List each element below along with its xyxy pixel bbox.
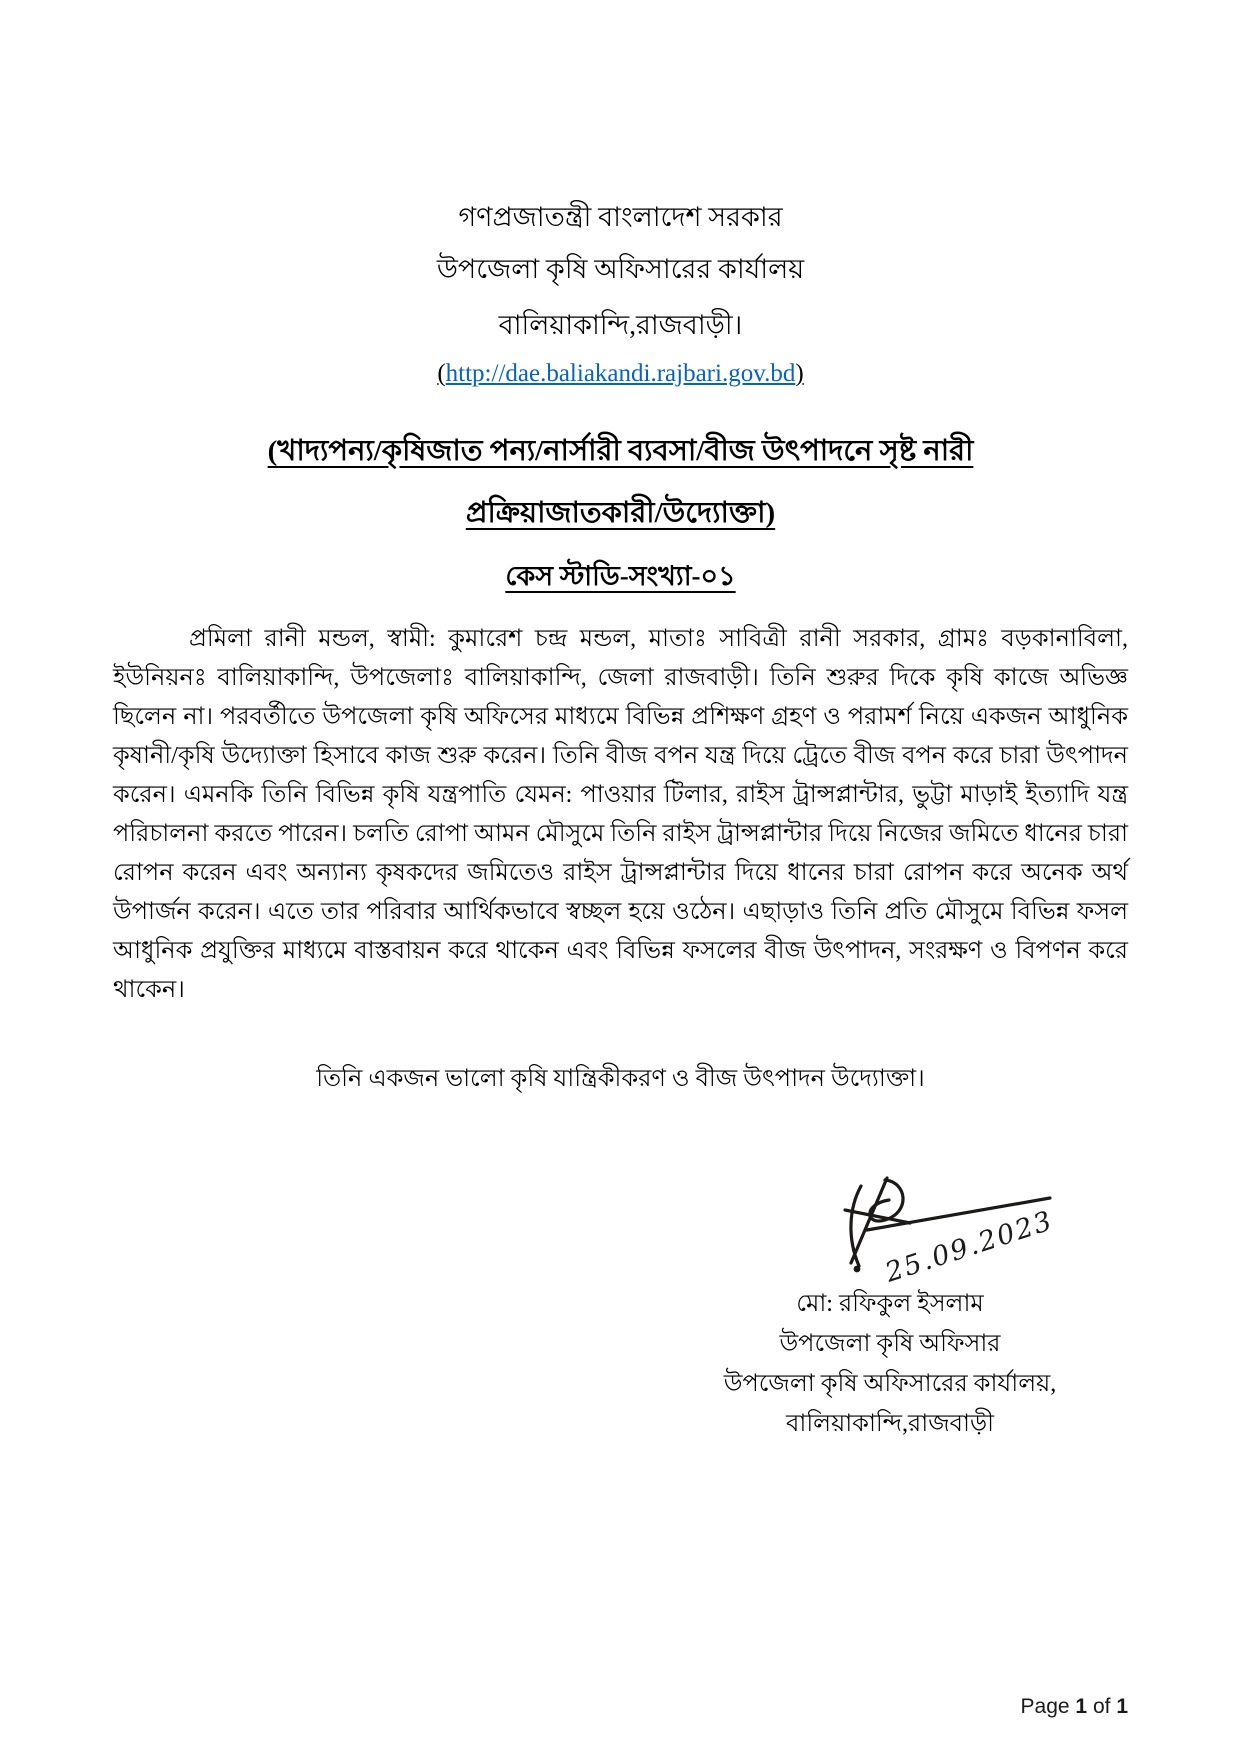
header-office-line: উপজেলা কৃষি অফিসারের কার্যালয়: [436, 254, 805, 284]
signature-scribble: [815, 1168, 1065, 1293]
signatory-designation: উপজেলা কৃষি অফিসার: [779, 1331, 1001, 1357]
link-open-paren: (: [437, 360, 446, 387]
page-number: 1: [1075, 1695, 1088, 1718]
link-close-paren: ): [795, 360, 804, 387]
document-title-line-1: (খাদ্যপন্য/কৃষিজাত পন্য/নার্সারী ব্যবসা/বীজ উৎপাদনে সৃষ্ট নারী: [267, 435, 974, 467]
page-label: Page: [1020, 1695, 1070, 1718]
signature-block: [680, 1284, 1100, 1454]
page-footer: [1021, 1695, 1128, 1719]
page-total: 1: [1116, 1695, 1128, 1718]
header-address-line: বালিয়াকান্দি,রাজবাড়ী।: [498, 310, 743, 340]
closing-statement: তিনি একজন ভালো কৃষি যান্ত্রিকীকরণ ও বীজ উৎপাদন উদ্যোক্তা।: [316, 1066, 925, 1092]
of-label: of: [1092, 1695, 1111, 1718]
header-government-line: গণপ্রজাতন্ত্রী বাংলাদেশ সরকার: [458, 202, 783, 232]
signatory-address: বালিয়াকান্দি,রাজবাড়ী: [786, 1411, 994, 1437]
signature-date: 25.09.2023: [881, 1205, 1058, 1289]
signature-dot: [854, 1266, 861, 1273]
document-title-line-2: প্রক্রিয়াজাতকারী/উদ্যোক্তা): [465, 497, 776, 529]
signatory-office: উপজেলা কৃষি অফিসারের কার্যালয়,: [723, 1371, 1057, 1397]
signatory-name: মো: রফিকুল ইসলাম: [796, 1291, 984, 1317]
case-study-heading: কেস স্টাডি-সংখ্যা-০১: [505, 561, 736, 591]
document-title: [113, 420, 1128, 544]
case-study-paragraph: প্রমিলা রানী মন্ডল, স্বামী: কুমারেশ চন্দ্র মন্ডল, মাতাঃ সাবিত্রী রানী সরকার, গ্রামঃ বড়কানাবিলা, ইউনিয়নঃ বালিয়াকান্দি, উপজেলাঃ বালিয়াকান্দি, জেলা রাজবাড়ী। তিনি শুরুর দিকে কৃষি কাজে অভিজ্ঞ ছিলেন না। পরবর্তীতে উপজেলা কৃষি অফিসের মাধ্যমে বিভিন্ন প্রশিক্ষণ গ্রহণ ও পরামর্শ নিয়ে একজন আধুনিক কৃষানী/কৃষি উদ্যোক্তা হিসাবে কাজ শুরু করেন। তিনি বীজ বপন যন্ত্র দিয়ে ট্রেতে বীজ বপন করে চারা উৎপাদন করেন। এমনকি তিনি বিভিন্ন কৃষি যন্ত্রপাতি যেমন: পাওয়ার টিলার, রাইস ট্রান্সপ্লান্টার, ভুট্টা মাড়াই ইত্যাদি যন্ত্র পরিচালনা করতে পারেন। চলতি রোপা আমন মৌসুমে তিনি রাইস ট্রান্সপ্লান্টার দিয়ে নিজের জমিতে ধানের চারা রোপন করেন এবং অন্যান্য কৃষকদের জমিতেও রাইস ট্রান্সপ্লান্টার দিয়ে ধানের চারা রোপন করে অনেক অর্থ উপার্জন করেন। এতে তার পরিবার আর্থিকভাবে স্বচ্ছল হয়ে ওঠেন। এছাড়াও তিনি প্রতি মৌসুমে বিভিন্ন ফসল আধুনিক প্রযুক্তির মাধ্যমে বাস্তবায়ন করে থাকেন এবং বিভিন্ন ফসলের বীজ উৎপাদন, সংরক্ষণ ও বিপণন করে থাকেন।: [113, 626, 1128, 1003]
website-link[interactable]: http://dae.baliakandi.rajbari.gov.bd: [445, 360, 796, 387]
website-link-line: [113, 360, 1128, 388]
